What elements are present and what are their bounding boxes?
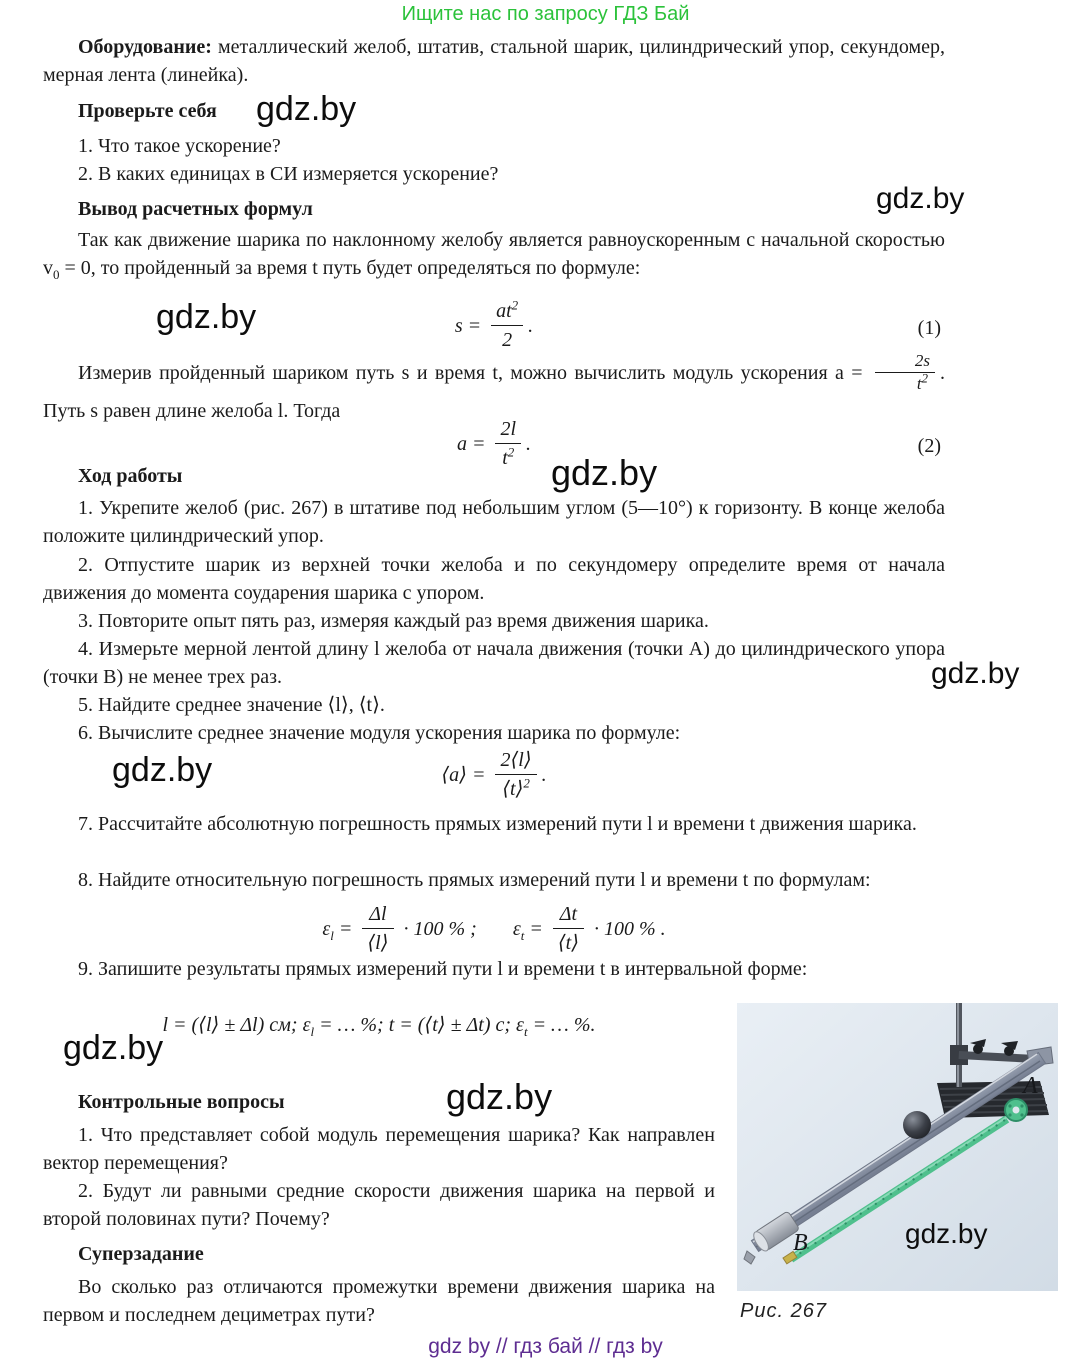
epsilon-t-equals: = xyxy=(524,918,548,941)
epsilon-l-equals: = xyxy=(333,918,358,941)
watermark: gdz.by xyxy=(905,1218,988,1249)
epsilon-t-subscript: t xyxy=(520,928,525,944)
epsilon-l-fraction xyxy=(362,902,393,955)
derivation-p1-pre: Так как движение шарика по наклонному желобу является равноускоренным с начальной скоростью v xyxy=(43,229,945,279)
watermark: gdz.by xyxy=(931,657,1020,690)
equation-1-num-sup: 2 xyxy=(511,297,519,313)
derivation-p1-post: = 0, то пройденный за время t путь будет определяться по формуле: xyxy=(59,257,641,279)
equation-error-l xyxy=(322,902,477,959)
watermark: gdz.by xyxy=(63,1029,164,1067)
equation-1-tail: . xyxy=(528,315,534,338)
interval-form-line-1 xyxy=(162,1011,383,1040)
procedure-step-3: 3. Повторите опыт пять раз, измеряя каждый раз время движения шарика. xyxy=(78,610,709,632)
epsilon-t-denominator: ⟨t⟩ xyxy=(557,932,580,954)
epsilon-l-tail: · 100 % ; xyxy=(398,918,477,941)
figure-label-a: A xyxy=(1023,1073,1038,1099)
equation-2-tail: . xyxy=(526,433,532,456)
equation-error-row xyxy=(43,902,945,959)
equation-2-den-base: t xyxy=(502,447,508,469)
equation-average xyxy=(441,748,546,805)
experiment-illustration xyxy=(737,1003,1058,1291)
inline-fraction xyxy=(875,352,935,393)
epsilon-t-tail: · 100 % . xyxy=(589,918,666,941)
equation-1 xyxy=(455,299,533,356)
equation-2-number: (2) xyxy=(917,434,941,457)
interval-1-pre: l = (⟨l⟩ ± Δl) см; ε xyxy=(162,1014,311,1036)
interval-2-pre: t = (⟨t⟩ ± Δt) с; ε xyxy=(388,1014,524,1036)
equation-average-lhs: ⟨a⟩ = xyxy=(441,764,491,787)
figure-label-b: B xyxy=(793,1230,808,1256)
interval-2-sub: t xyxy=(523,1024,528,1039)
equation-1-num-base: at xyxy=(496,300,512,322)
equation-average-numerator: 2⟨l⟩ xyxy=(495,748,536,775)
section-title-procedure: Ход работы xyxy=(78,465,183,487)
equipment-paragraph xyxy=(43,33,945,89)
equation-1-lhs: s = xyxy=(454,315,487,338)
equation-2-den-sup: 2 xyxy=(507,444,515,460)
inline-fraction-den-base: t xyxy=(916,374,922,393)
procedure-step-1: 1. Укрепите желоб (рис. 267) в штативе под небольшим углом (5—10°) к горизонту. В конце желоба положите цилиндрический упор. xyxy=(43,497,945,547)
measuring-tape-coil xyxy=(1005,1099,1027,1121)
epsilon-l-denominator: ⟨l⟩ xyxy=(367,932,389,954)
watermark: gdz.by xyxy=(256,90,357,128)
figure-caption: Рис. 267 xyxy=(740,1300,827,1322)
watermark: gdz.by xyxy=(551,452,658,493)
interval-2-post: = … %. xyxy=(527,1014,596,1036)
derivation-p2-pre: Измерив пройденный шариком путь s и время t, можно вычислить модуль ускорения a = xyxy=(78,362,870,385)
procedure-step-5: 5. Найдите среднее значение ⟨l⟩, ⟨t⟩. xyxy=(78,694,385,716)
equation-average-tail: . xyxy=(541,764,547,787)
interval-1-sub: l xyxy=(310,1024,315,1039)
steel-ball xyxy=(903,1111,931,1139)
epsilon-l-symbol: ε xyxy=(322,918,331,941)
equation-average-den-base: ⟨t⟩ xyxy=(502,778,524,800)
procedure-step-7: 7. Рассчитайте абсолютную погрешность прямых измерений пути l и времени t движения шарика. xyxy=(78,813,917,835)
section-title-check-yourself: Проверьте себя xyxy=(78,100,217,122)
procedure-step-6: 6. Вычислите среднее значение модуля ускорения шарика по формуле: xyxy=(78,722,681,744)
interval-1-post: = … %; xyxy=(314,1014,384,1036)
section-title-supertask: Суперзадание xyxy=(78,1243,204,1265)
procedure-step-2: 2. Отпустите шарик из верхней точки желоба и по секундомеру определите время от начала движения до момента соударения шарика с упором. xyxy=(43,554,945,604)
control-question-2: 2. Будут ли равными средние скорости движения шарика на первой и второй половинах пути? Почему? xyxy=(43,1180,715,1230)
equation-average-den-sup: 2 xyxy=(523,775,530,791)
watermark: gdz.by xyxy=(876,182,965,215)
procedure-step-8: 8. Найдите относительную погрешность прямых измерений пути l и времени t по формулам: xyxy=(78,869,871,891)
equation-1-denominator: 2 xyxy=(502,329,513,351)
procedure-step-4: 4. Измерьте мерной лентой длину l желоба от начала движения (точки A) до цилиндрического упора (точки B) не менее трех раз. xyxy=(43,638,945,688)
equation-2-numerator: 2l xyxy=(495,417,521,444)
equation-average-fraction xyxy=(495,748,536,801)
equipment-text: металлический желоб, штатив, стальной шарик, цилиндрический упор, секундомер, мерная лента (линейка). xyxy=(43,36,945,86)
epsilon-t-fraction xyxy=(553,902,584,955)
section-title-derivation: Вывод расчетных формул xyxy=(78,198,313,220)
supertask-paragraph: Во сколько раз отличаются промежутки времени движения шарика на первом и последнем дециметрах пути? xyxy=(43,1276,715,1326)
promo-banner: Ищите нас по запросу ГДЗ Бай xyxy=(401,3,690,25)
figure-photo xyxy=(737,1003,1058,1291)
inline-fraction-den-sup: 2 xyxy=(921,370,929,386)
check-question-1: 1. Что такое ускорение? xyxy=(78,135,281,157)
equipment-label: Оборудование: xyxy=(78,36,212,58)
epsilon-t-numerator: Δt xyxy=(553,902,584,929)
epsilon-l-subscript: l xyxy=(330,928,334,944)
derivation-p2-post: . Путь s равен длине желоба l. Тогда xyxy=(43,362,945,422)
equation-1-fraction xyxy=(491,299,523,352)
inline-fraction-numerator: 2s xyxy=(875,352,935,373)
watermark: gdz.by xyxy=(446,1076,553,1117)
epsilon-t-symbol: ε xyxy=(512,918,521,941)
watermark: gdz.by xyxy=(156,298,257,336)
section-title-control-questions: Контрольные вопросы xyxy=(78,1091,285,1113)
epsilon-l-numerator: Δl xyxy=(362,902,393,929)
check-question-2: 2. В каких единицах в СИ измеряется ускорение? xyxy=(78,163,499,185)
control-question-1: 1. Что представляет собой модуль перемещения шарика? Как направлен вектор перемещения? xyxy=(43,1124,715,1174)
watermark: gdz.by xyxy=(112,751,213,789)
equation-1-number: (1) xyxy=(917,316,941,339)
interval-form-line-2 xyxy=(389,1011,596,1040)
derivation-p1-sub: 0 xyxy=(53,267,60,282)
equation-error-t xyxy=(513,902,666,959)
derivation-paragraph-1 xyxy=(43,226,945,282)
derivation-paragraph-2 xyxy=(43,352,945,425)
procedure-step-9: 9. Запишите результаты прямых измерений пути l и времени t в интервальной форме: xyxy=(78,958,808,980)
equation-average-denominator xyxy=(495,775,536,801)
equation-2-lhs: a = xyxy=(456,433,491,456)
inline-fraction-denominator xyxy=(875,370,935,393)
footer-watermark: gdz by // гдз бай // гдз by xyxy=(428,1335,663,1358)
equation-1-numerator xyxy=(491,299,523,326)
